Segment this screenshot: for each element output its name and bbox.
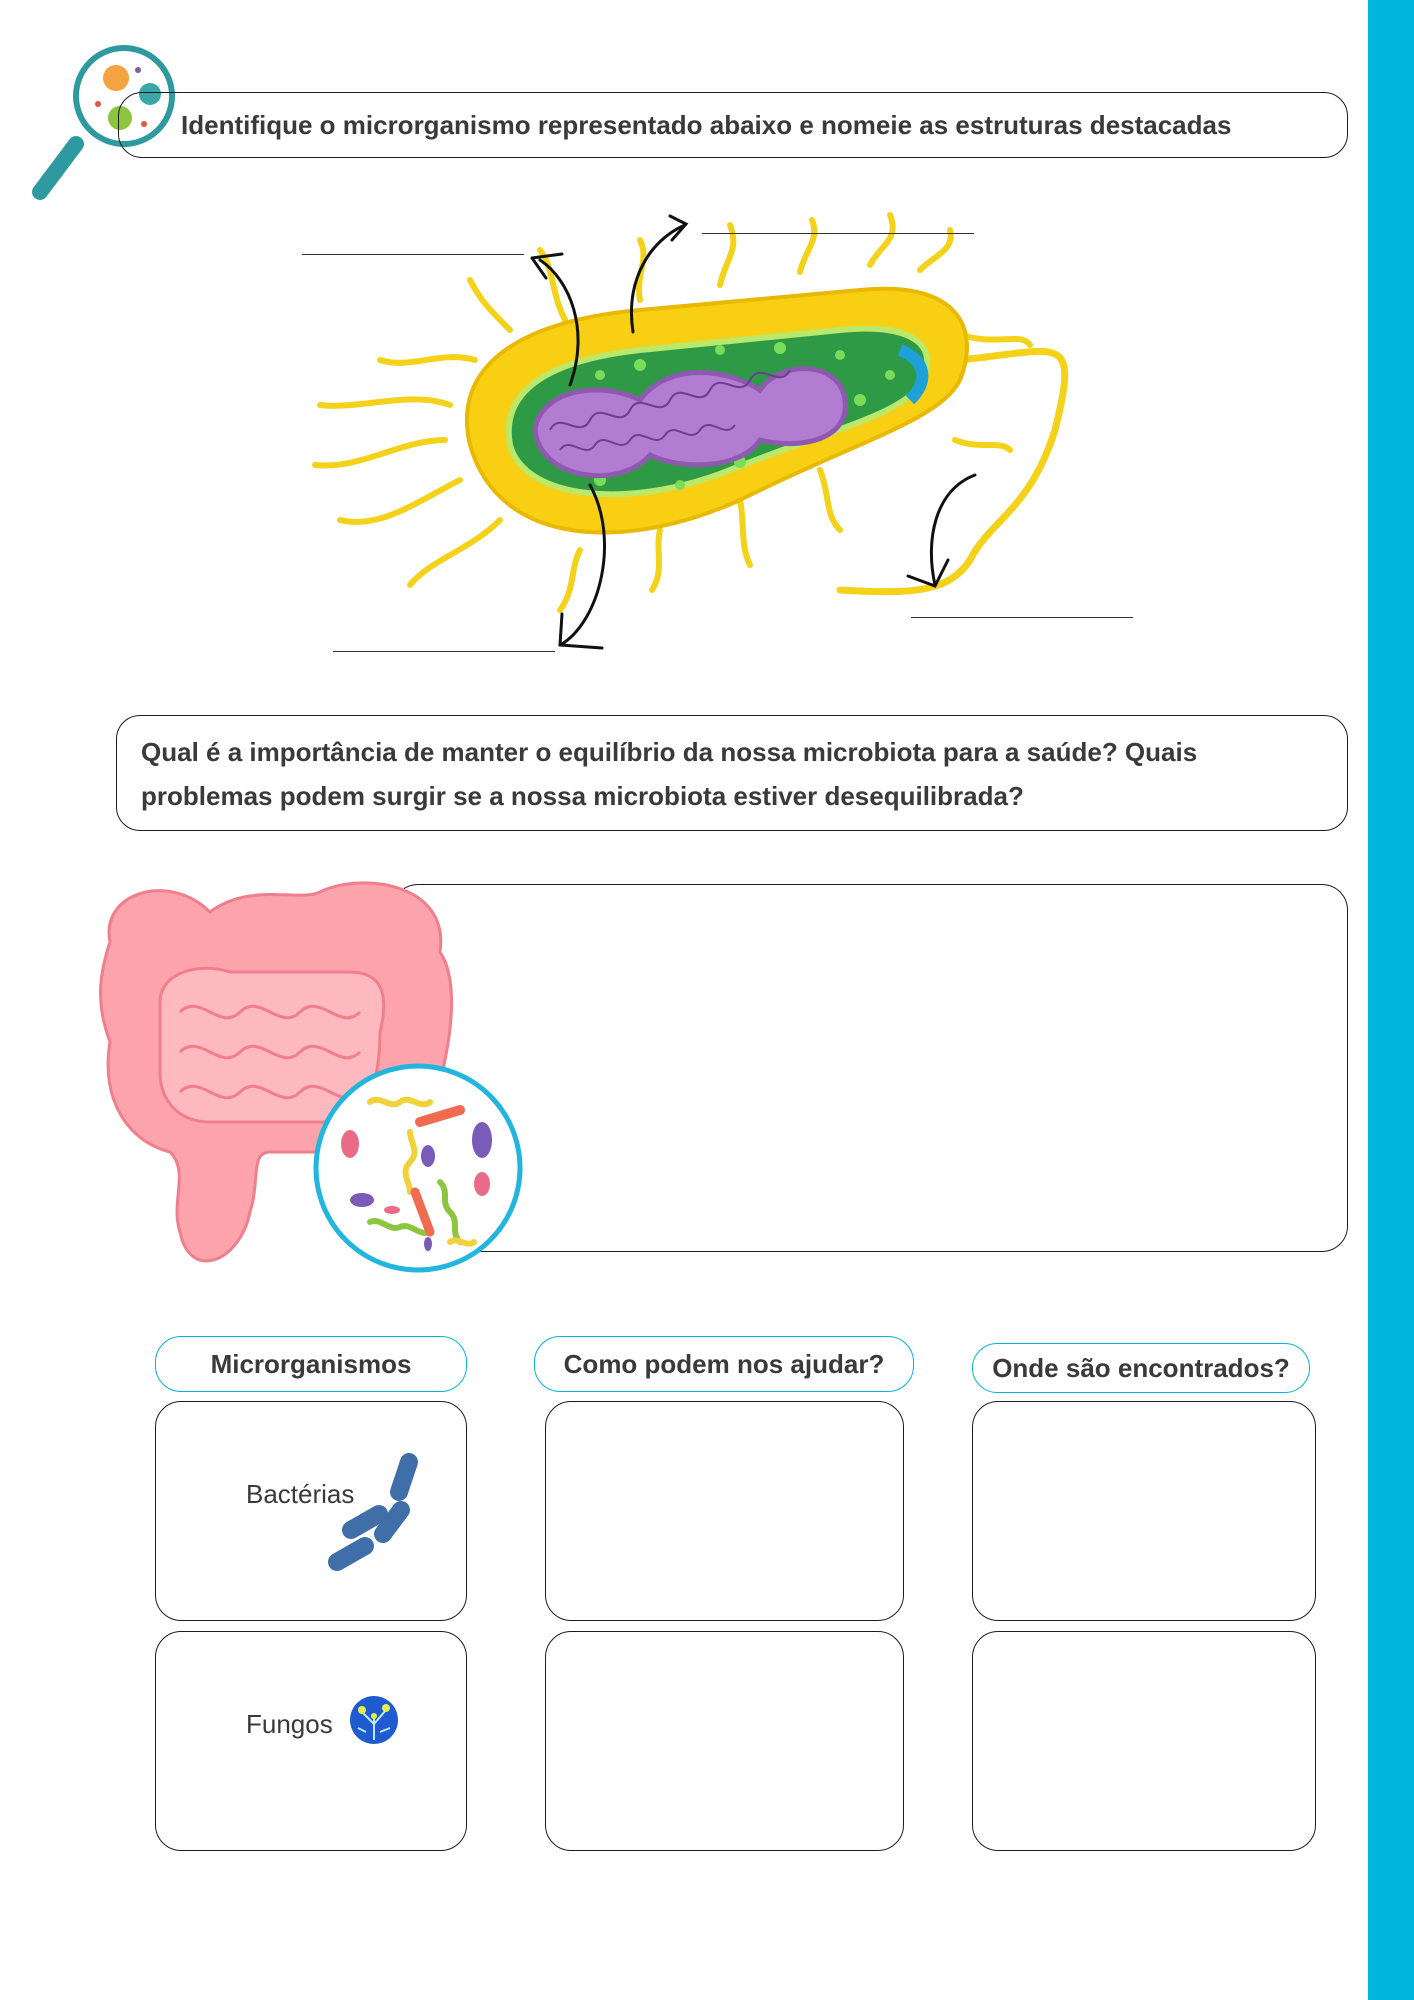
cell-bacterias-onde[interactable] <box>972 1401 1316 1621</box>
header-microrganismos: Microrganismos <box>155 1336 467 1392</box>
intestine-microbiota-illustration <box>100 882 530 1282</box>
cell-bacterias-ajuda[interactable] <box>545 1401 904 1621</box>
row-label-bacterias: Bactérias <box>246 1479 355 1509</box>
fungi-icon <box>348 1694 400 1746</box>
cell-fungos-onde[interactable] <box>972 1631 1316 1851</box>
arrow-flagellum <box>931 475 975 585</box>
arrow-capsule <box>632 225 685 332</box>
section2-answer-box[interactable] <box>392 884 1348 1252</box>
answer-line-2[interactable] <box>702 233 974 234</box>
cell-bacterias-label <box>155 1401 467 1621</box>
section2-question: Qual é a importância de manter o equilíbrio da nossa microbiota para a saúde? Quais problemas podem surgir se a nossa microbiota estiver desequilibrada? <box>116 715 1348 831</box>
arrow-nucleoid <box>562 485 605 644</box>
header-como-podem-ajudar: Como podem nos ajudar? <box>534 1336 914 1392</box>
row-label-fungos: Fungos <box>246 1709 333 1739</box>
answer-line-4[interactable] <box>911 617 1133 618</box>
answer-line-1[interactable] <box>302 254 524 255</box>
section1-title: Identifique o microrganismo representado abaixo e nomeie as estruturas destacadas <box>118 92 1348 158</box>
cell-fungos-ajuda[interactable] <box>545 1631 904 1851</box>
header-onde-encontrados: Onde são encontrados? <box>972 1343 1310 1393</box>
cell-fungos-label <box>155 1631 467 1851</box>
bacteria-icon <box>321 1452 431 1572</box>
answer-line-3[interactable] <box>333 651 555 652</box>
arrows-layer <box>0 0 1414 700</box>
